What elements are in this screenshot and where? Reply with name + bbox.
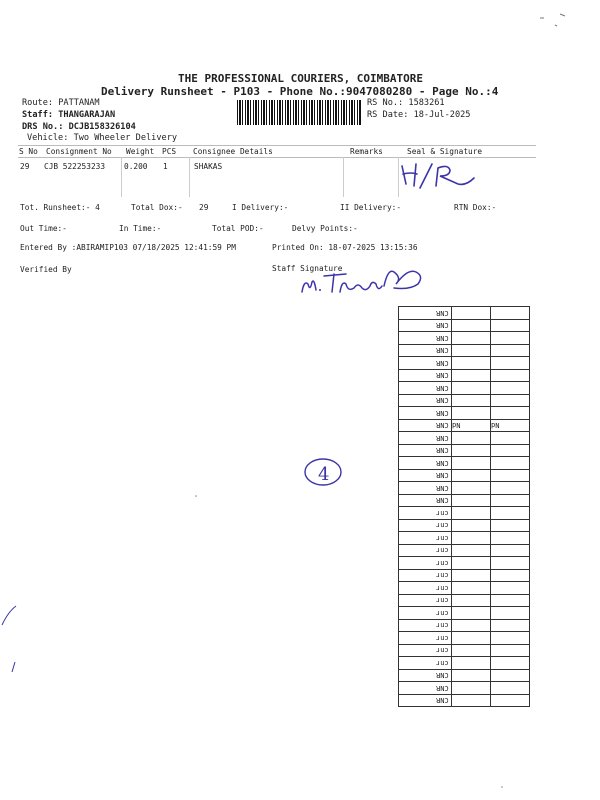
row-pcs: 1	[163, 162, 168, 171]
cnr-cell-text: cnr	[436, 571, 449, 580]
total-dox-label: Total Dox:-	[131, 203, 183, 212]
cnr-cell-text: CNR	[436, 408, 449, 417]
cnr-cell-text: cnr	[436, 646, 449, 655]
cnr-cell-text: CNR	[436, 321, 449, 330]
delvy-points: Delvy Points:-	[292, 224, 358, 233]
cnr-cell-text: CNR	[436, 671, 449, 680]
rtn-dox: RTN Dox:-	[454, 203, 497, 212]
cnr-cell-text: cnr	[436, 558, 449, 567]
row-consignment: CJB 522253233	[44, 162, 106, 171]
staff-signature-label: Staff Signature	[272, 264, 343, 273]
total-pod: Total POD:-	[212, 224, 264, 233]
cnr-cell-text: CNR	[436, 483, 449, 492]
cnr-cell-text: cnr	[436, 621, 449, 630]
out-time: Out Time:-	[20, 224, 67, 233]
drs-number: DRS No.: DCJB158326104	[22, 122, 136, 132]
verified-by: Verified By	[20, 265, 72, 274]
cnr-cell-text: CNR	[436, 308, 449, 317]
vehicle-label: Vehicle: Two Wheeler Delivery	[27, 133, 178, 143]
cnr-cell-text: cnr	[436, 633, 449, 642]
col-consignment: Consignment No	[46, 147, 112, 156]
cnr-cell-text: cnr	[436, 583, 449, 592]
row-sno: 29	[20, 162, 30, 171]
total-dox-value: 29	[199, 203, 209, 212]
col-sno: S No	[19, 147, 38, 156]
in-time: In Time:-	[119, 224, 162, 233]
cnr-cell-text: CNR	[436, 683, 449, 692]
cnr-cell-text: CNR	[436, 421, 449, 430]
cnr-cell-text: Nd	[452, 421, 461, 430]
cnr-cell-text: CNR	[436, 496, 449, 505]
cnr-cell-text: cnr	[436, 533, 449, 542]
rs-date: RS Date: 18-Jul-2025	[367, 110, 471, 120]
cnr-cell-text: CNR	[436, 446, 449, 455]
cnr-cell-text: CNR	[436, 458, 449, 467]
runsheet-title: Delivery Runsheet - P103 - Phone No.:9047080280 - Page No.:4	[101, 85, 499, 98]
col-remarks: Remarks	[350, 147, 383, 156]
cnr-cell-text: cnr	[436, 546, 449, 555]
cnr-cell-text: CNR	[436, 333, 449, 342]
col-weight: Weight	[126, 147, 155, 156]
printed-on: Printed On: 18-07-2025 13:15:36	[272, 243, 418, 252]
cnr-cell-text: Nd	[491, 421, 500, 430]
cnr-cell-text: CNR	[436, 433, 449, 442]
cnr-cell-text: cnr	[436, 508, 449, 517]
cnr-cell-text: cnr	[436, 521, 449, 530]
cnr-cell-text: CNR	[436, 396, 449, 405]
row-weight: 0.200	[124, 162, 148, 171]
cnr-cell-text: CNR	[436, 371, 449, 380]
row-consignee: SHAKAS	[194, 162, 223, 171]
circled-number: 4	[318, 464, 330, 485]
cnr-cell-text: CNR	[436, 471, 449, 480]
route-label: Route: PATTANAM	[22, 98, 100, 108]
i-delivery: I Delivery:-	[232, 203, 289, 212]
cnr-cell-text: CNR	[436, 383, 449, 392]
cnr-cell-text: CNR	[436, 346, 449, 355]
rs-number: RS No.: 1583261	[367, 98, 445, 108]
cnr-cell-text: cnr	[436, 608, 449, 617]
cnr-cell-text: CNR	[436, 358, 449, 367]
col-pcs: PCS	[162, 147, 177, 156]
staff-label: Staff: THANGARAJAN	[22, 110, 116, 120]
entered-by: Entered By :ABIRAMIP103 07/18/2025 12:41:59 PM	[20, 243, 236, 252]
tot-runsheet: Tot. Runsheet:- 4	[20, 203, 100, 212]
company-name: THE PROFESSIONAL COURIERS, COIMBATORE	[178, 72, 424, 85]
col-seal: Seal & Signature	[407, 147, 483, 156]
col-consignee: Consignee Details	[193, 147, 273, 156]
cnr-cell-text: cnr	[436, 596, 449, 605]
cnr-cell-text: cnr	[436, 658, 449, 667]
cnr-cell-text: CNR	[436, 696, 449, 705]
ii-delivery: II Delivery:-	[340, 203, 402, 212]
